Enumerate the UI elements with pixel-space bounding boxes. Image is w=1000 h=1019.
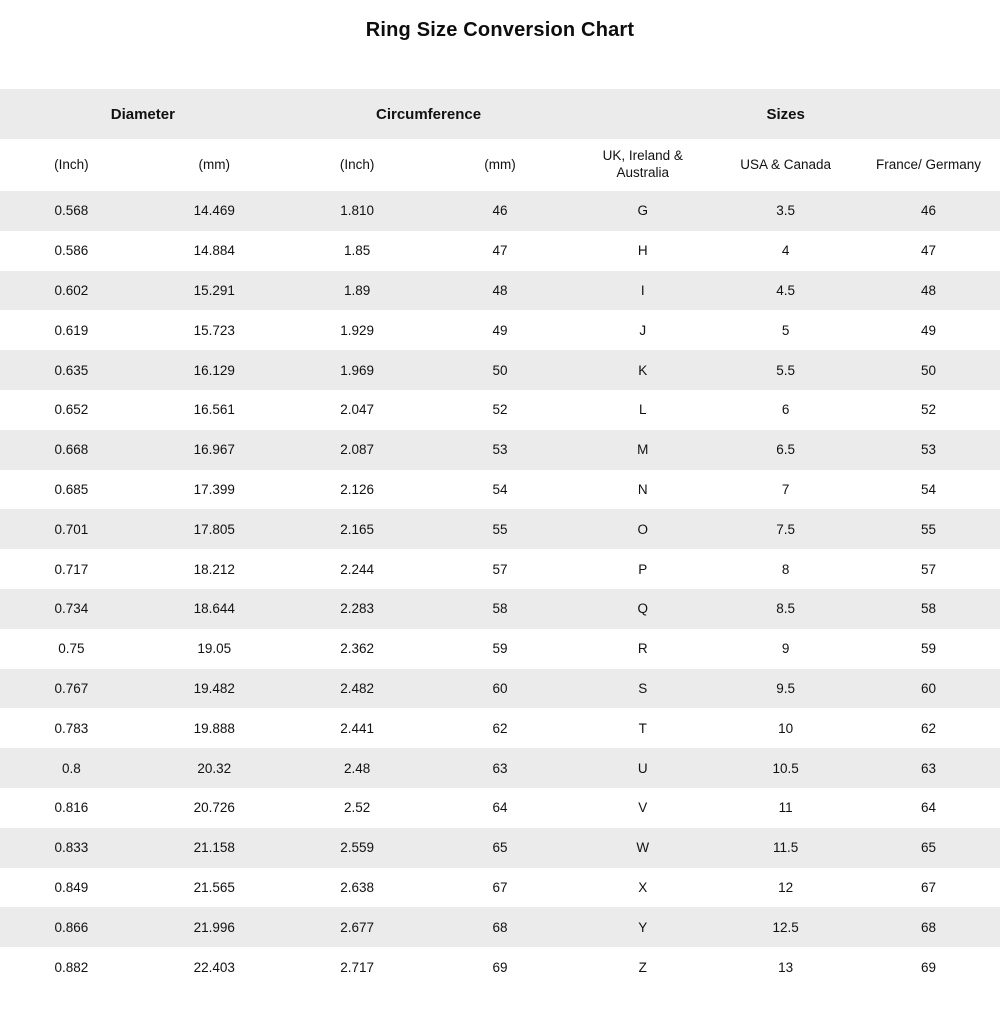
table-cell: 54 <box>492 481 508 497</box>
table-cell: H <box>637 243 648 259</box>
table-cell: 9.5 <box>776 680 796 696</box>
table-cell: 4.5 <box>776 282 796 298</box>
table-cell: 14.884 <box>193 243 235 259</box>
column-header-uk-ireland-australia: UK, Ireland & Australia <box>602 148 683 180</box>
table-cell: 49 <box>492 322 508 338</box>
table-row <box>0 669 1000 709</box>
table-cell: 62 <box>492 720 508 736</box>
table-cell: 8 <box>781 561 790 577</box>
table-cell: 10.5 <box>772 760 799 776</box>
table-cell: 64 <box>492 800 508 816</box>
table-cell: 16.967 <box>193 442 235 458</box>
table-cell: 0.833 <box>54 840 89 856</box>
table-cell: 2.677 <box>340 919 374 935</box>
table-row <box>0 310 1000 350</box>
table-header <box>0 89 1000 191</box>
table-cell: 48 <box>921 282 937 298</box>
table-row <box>0 629 1000 669</box>
table-row <box>0 231 1000 271</box>
table-cell: 1.89 <box>343 282 371 298</box>
table-cell: 22.403 <box>193 959 235 975</box>
table-cell: 63 <box>921 760 937 776</box>
table-cell: 2.087 <box>340 442 374 458</box>
table-cell: T <box>638 720 647 736</box>
table-cell: 5.5 <box>776 362 796 378</box>
table-cell: K <box>638 362 648 378</box>
table-cell: 0.866 <box>54 919 89 935</box>
table-cell: 17.805 <box>193 521 235 537</box>
table-cell: 64 <box>921 800 937 816</box>
table-cell: 0.652 <box>54 402 89 418</box>
table-cell: M <box>637 442 649 458</box>
table-cell: 7.5 <box>776 521 796 537</box>
table-cell: 0.668 <box>54 442 89 458</box>
table-cell: 0.717 <box>54 561 89 577</box>
table-cell: 8.5 <box>776 601 796 617</box>
table-cell: 11 <box>778 800 793 816</box>
table-cell: 46 <box>921 203 937 219</box>
table-row <box>0 191 1000 231</box>
table-row <box>0 589 1000 629</box>
table-cell: 18.212 <box>193 561 235 577</box>
table-cell: 14.469 <box>193 203 235 219</box>
table-cell: L <box>639 402 647 418</box>
table-row <box>0 549 1000 589</box>
table-cell: 2.52 <box>343 800 371 816</box>
table-cell: 65 <box>921 840 937 856</box>
table-cell: J <box>639 322 647 338</box>
table-cell: 0.602 <box>54 282 89 298</box>
table-cell: 0.635 <box>54 362 89 378</box>
table-row <box>0 748 1000 788</box>
table-cell: 0.685 <box>54 481 89 497</box>
table-cell: 57 <box>921 561 937 577</box>
table-cell: I <box>640 282 645 298</box>
table-cell: 17.399 <box>193 481 235 497</box>
table-cell: 0.767 <box>54 680 89 696</box>
table-cell: 19.05 <box>197 641 232 657</box>
table-cell: 1.85 <box>343 243 371 259</box>
table-cell: 16.561 <box>193 402 235 418</box>
group-header-sizes: Sizes <box>766 105 805 123</box>
table-cell: R <box>637 641 648 657</box>
column-header-circumference-inch: (Inch) <box>339 156 375 172</box>
column-header-france-germany: France/ Germany <box>876 156 982 172</box>
page-title: Ring Size Conversion Chart <box>365 19 635 41</box>
table-cell: 46 <box>492 203 508 219</box>
table-cell: 0.75 <box>58 641 85 657</box>
table-cell: 19.888 <box>193 720 235 736</box>
table-cell: 0.849 <box>54 879 89 895</box>
table-row <box>0 708 1000 748</box>
table-cell: 50 <box>921 362 937 378</box>
table-cell: V <box>638 800 648 816</box>
table-cell: 11.5 <box>773 840 799 856</box>
table-cell: 5 <box>781 322 790 338</box>
table-cell: 21.565 <box>193 879 235 895</box>
table-cell: 15.723 <box>193 322 235 338</box>
table-row <box>0 271 1000 311</box>
table-cell: 2.559 <box>340 840 374 856</box>
table-cell: 60 <box>492 680 508 696</box>
ring-size-conversion-table <box>0 89 1000 987</box>
table-cell: 52 <box>921 402 937 418</box>
table-cell: 59 <box>492 641 508 657</box>
table-cell: 1.810 <box>340 203 374 219</box>
table-cell: 0.816 <box>54 800 89 816</box>
table-cell: 50 <box>492 362 508 378</box>
table-cell: 55 <box>492 521 508 537</box>
table-cell: 53 <box>921 442 937 458</box>
table-cell: 2.362 <box>340 641 374 657</box>
table-cell: 16.129 <box>193 362 235 378</box>
table-cell: 2.244 <box>340 561 374 577</box>
table-cell: 12 <box>778 879 794 895</box>
table-cell: 67 <box>492 879 508 895</box>
column-header-diameter-inch: (Inch) <box>54 156 89 172</box>
column-header-row <box>0 139 1000 191</box>
table-cell: 0.701 <box>54 521 89 537</box>
table-cell: 0.734 <box>54 601 89 617</box>
table-cell: P <box>638 561 648 577</box>
group-header-diameter: Diameter <box>110 105 175 123</box>
table-row <box>0 868 1000 908</box>
table-cell: 0.882 <box>54 959 89 975</box>
table-row <box>0 350 1000 390</box>
table-cell: 2.441 <box>340 720 374 736</box>
table-cell: 20.726 <box>193 800 235 816</box>
group-header-row <box>0 89 1000 139</box>
table-cell: 52 <box>492 402 508 418</box>
table-cell: 63 <box>492 760 508 776</box>
table-cell: 21.996 <box>193 919 235 935</box>
table-cell: 2.717 <box>340 959 374 975</box>
table-cell: 69 <box>921 959 937 975</box>
table-cell: U <box>637 760 648 776</box>
table-cell: 19.482 <box>193 680 235 696</box>
table-row <box>0 470 1000 510</box>
table-cell: Z <box>638 959 647 975</box>
table-cell: 6 <box>781 402 790 418</box>
table-cell: 1.929 <box>340 322 374 338</box>
table-row <box>0 390 1000 430</box>
table-row <box>0 828 1000 868</box>
table-cell: 0.8 <box>62 760 81 776</box>
column-header-circumference-mm: (mm) <box>484 156 516 172</box>
table-cell: 62 <box>921 720 937 736</box>
table-cell: 47 <box>921 243 937 259</box>
table-cell: 12.5 <box>772 919 799 935</box>
table-cell: 57 <box>492 561 508 577</box>
table-cell: 9 <box>781 641 790 657</box>
table-cell: 2.638 <box>340 879 374 895</box>
table-cell: O <box>637 521 649 537</box>
table-cell: 21.158 <box>193 840 235 856</box>
table-body <box>0 191 1000 987</box>
table-cell: 7 <box>781 481 790 497</box>
table-row <box>0 430 1000 470</box>
table-cell: 4 <box>781 243 790 259</box>
table-cell: 68 <box>492 919 508 935</box>
column-header-diameter-mm: (mm) <box>198 156 230 172</box>
table-cell: Q <box>637 601 649 617</box>
table-cell: X <box>638 879 648 895</box>
table-row <box>0 907 1000 947</box>
table-cell: 2.047 <box>340 402 374 418</box>
table-cell: 55 <box>921 521 937 537</box>
table-cell: 48 <box>492 282 508 298</box>
table-row <box>0 947 1000 987</box>
table-cell: 20.32 <box>197 760 232 776</box>
table-cell: 1.969 <box>340 362 374 378</box>
table-cell: W <box>636 840 650 856</box>
table-cell: 68 <box>921 919 937 935</box>
table-cell: G <box>637 203 649 219</box>
table-cell: 59 <box>921 641 937 657</box>
table-cell: 2.482 <box>340 680 374 696</box>
table-row <box>0 788 1000 828</box>
table-cell: 69 <box>492 959 508 975</box>
table-cell: 0.586 <box>54 243 89 259</box>
table-cell: S <box>638 680 648 696</box>
table-cell: 15.291 <box>193 282 235 298</box>
table-cell: 53 <box>492 442 508 458</box>
table-cell: 0.568 <box>54 203 89 219</box>
table-row <box>0 509 1000 549</box>
table-cell: 67 <box>921 879 937 895</box>
table-cell: 54 <box>921 481 937 497</box>
table-cell: 65 <box>492 840 508 856</box>
table-cell: 18.644 <box>193 601 235 617</box>
table-cell: 13 <box>778 959 794 975</box>
table-cell: 2.126 <box>340 481 374 497</box>
table-cell: 49 <box>921 322 937 338</box>
table-cell: 6.5 <box>776 442 796 458</box>
table-cell: 10 <box>778 720 794 736</box>
group-header-circumference: Circumference <box>376 105 482 123</box>
table-cell: 3.5 <box>776 203 796 219</box>
table-cell: 58 <box>921 601 937 617</box>
table-cell: 0.783 <box>54 720 89 736</box>
table-cell: Y <box>638 919 648 935</box>
table-cell: 2.283 <box>340 601 374 617</box>
table-cell: 60 <box>921 680 937 696</box>
table-cell: 0.619 <box>54 322 89 338</box>
table-cell: N <box>637 481 648 497</box>
column-header-usa-canada: USA & Canada <box>740 156 832 172</box>
table-cell: 47 <box>492 243 508 259</box>
table-cell: 2.48 <box>343 760 371 776</box>
table-cell: 58 <box>492 601 508 617</box>
table-cell: 2.165 <box>340 521 374 537</box>
